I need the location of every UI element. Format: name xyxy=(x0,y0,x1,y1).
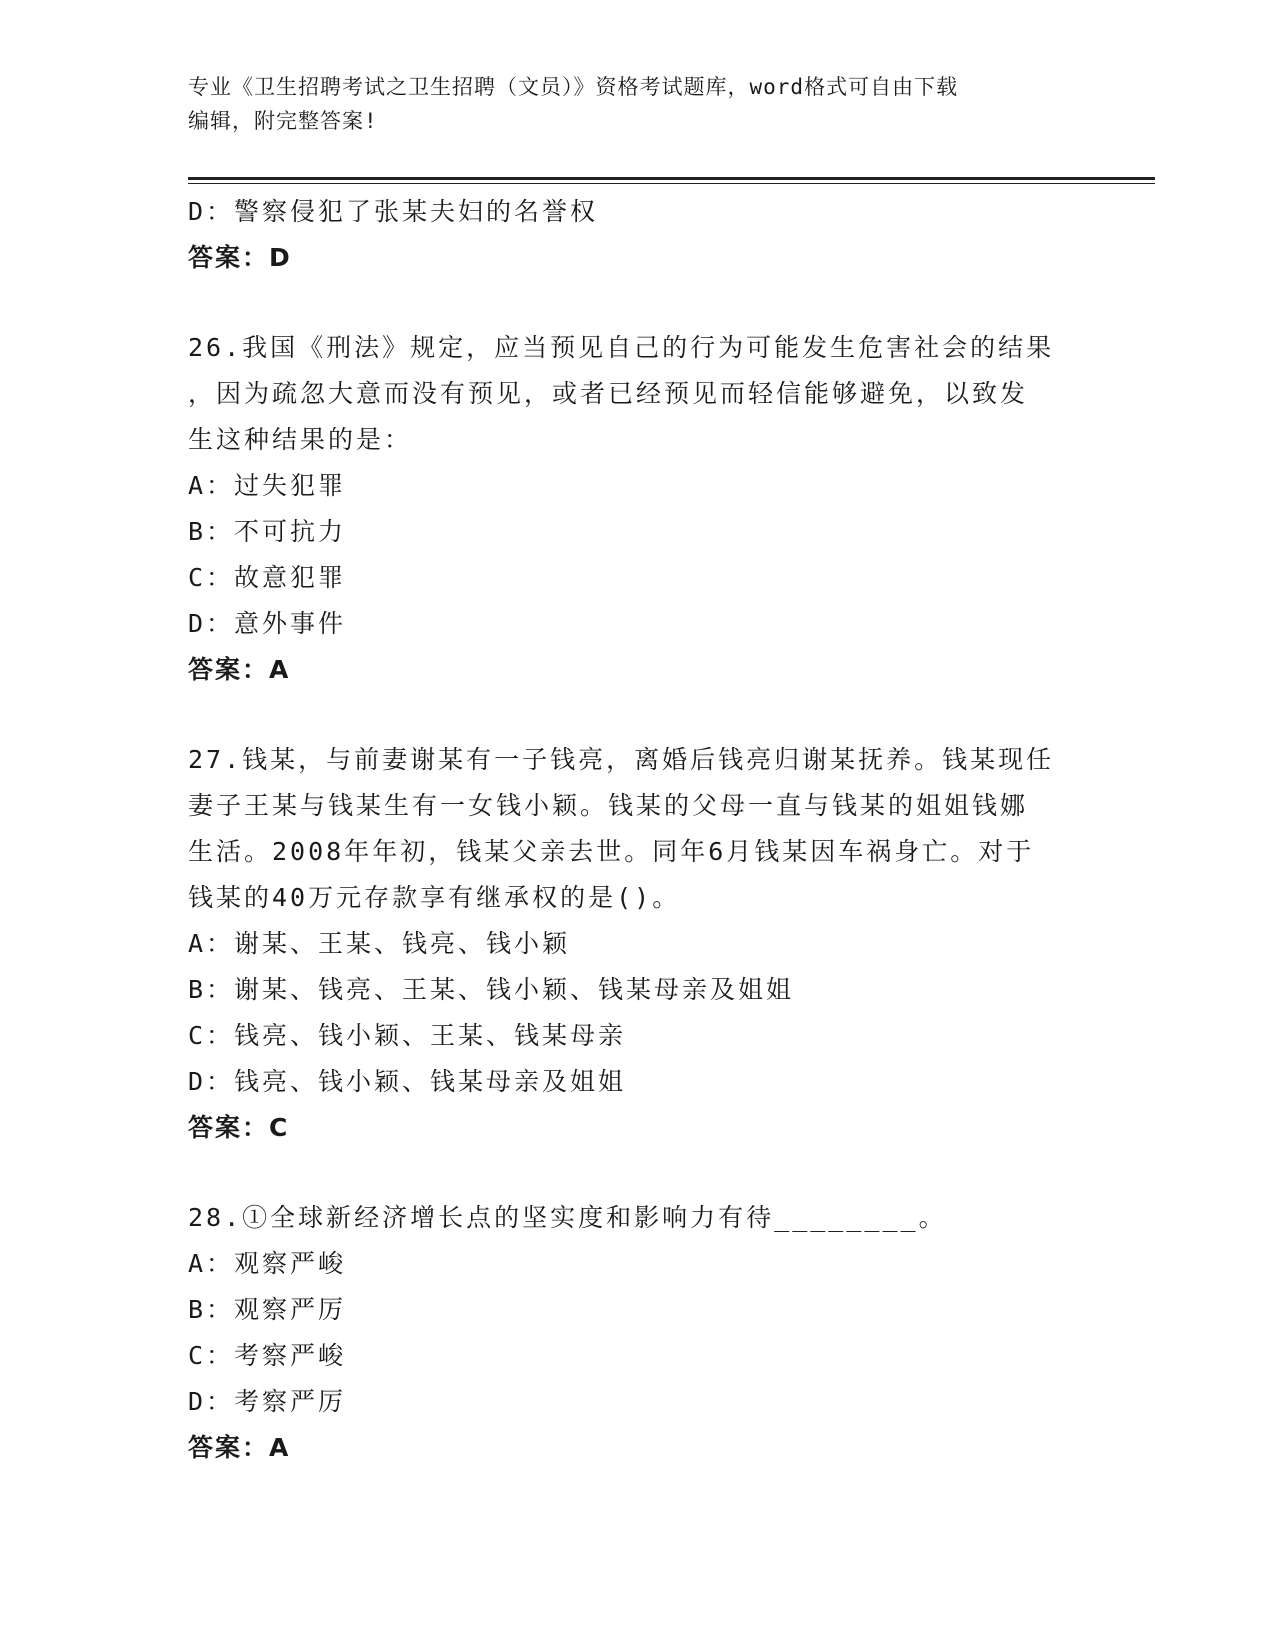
answer-line: 答案：C xyxy=(188,1113,290,1142)
spacer xyxy=(188,1151,1088,1195)
question-stem xyxy=(188,737,1088,921)
question-26 xyxy=(188,325,1088,693)
header-divider-thick xyxy=(188,177,1155,180)
header-divider-thin xyxy=(188,183,1155,184)
option-c: C：故意犯罪 xyxy=(188,563,347,592)
option-d: D：考察严厉 xyxy=(188,1387,347,1416)
stem-line: 26.我国《刑法》规定，应当预见自己的行为可能发生危害社会的结果 xyxy=(188,333,1055,362)
stem-line: 生这种结果的是： xyxy=(188,425,413,454)
question-25-fragment xyxy=(188,189,1088,281)
document-header xyxy=(188,70,1088,138)
answer-line: 答案：D xyxy=(188,243,292,272)
option-a: A：谢某、王某、钱亮、钱小颖 xyxy=(188,929,571,958)
answer-line: 答案：A xyxy=(188,655,291,684)
header-line-2: 编辑，附完整答案! xyxy=(188,109,378,133)
option-c: C：钱亮、钱小颖、王某、钱某母亲 xyxy=(188,1021,627,1050)
option-b: B：观察严厉 xyxy=(188,1295,347,1324)
spacer xyxy=(188,693,1088,737)
question-stem xyxy=(188,1195,1088,1241)
option-b: B：谢某、钱亮、王某、钱小颖、钱某母亲及姐姐 xyxy=(188,975,795,1004)
option-d: D：钱亮、钱小颖、钱某母亲及姐姐 xyxy=(188,1067,627,1096)
question-stem xyxy=(188,325,1088,463)
stem-line: 27.钱某，与前妻谢某有一子钱亮，离婚后钱亮归谢某抚养。钱某现任 xyxy=(188,745,1055,774)
stem-line: 生活。2008年年初，钱某父亲去世。同年6月钱某因车祸身亡。对于 xyxy=(188,837,1035,866)
question-27 xyxy=(188,737,1088,1151)
answer-line: 答案：A xyxy=(188,1433,291,1462)
stem-line: 妻子王某与钱某生有一女钱小颖。钱某的父母一直与钱某的姐姐钱娜 xyxy=(188,791,1029,820)
stem-line: ，因为疏忽大意而没有预见，或者已经预见而轻信能够避免，以致发 xyxy=(188,379,1029,408)
option-c: C：考察严峻 xyxy=(188,1341,347,1370)
option-b: B：不可抗力 xyxy=(188,517,347,546)
option-a: A：观察严峻 xyxy=(188,1249,347,1278)
question-content xyxy=(188,189,1088,1471)
option-a: A：过失犯罪 xyxy=(188,471,347,500)
question-28 xyxy=(188,1195,1088,1471)
stem-line: 钱某的40万元存款享有继承权的是()。 xyxy=(188,883,681,912)
header-line-1: 专业《卫生招聘考试之卫生招聘（文员）》资格考试题库，word格式可自由下载 xyxy=(188,75,959,99)
spacer xyxy=(188,281,1088,325)
stem-line: 28.①全球新经济增长点的坚实度和影响力有待________。 xyxy=(188,1203,947,1232)
option-d: D：意外事件 xyxy=(188,609,347,638)
option-d: D：警察侵犯了张某夫妇的名誉权 xyxy=(188,197,599,226)
